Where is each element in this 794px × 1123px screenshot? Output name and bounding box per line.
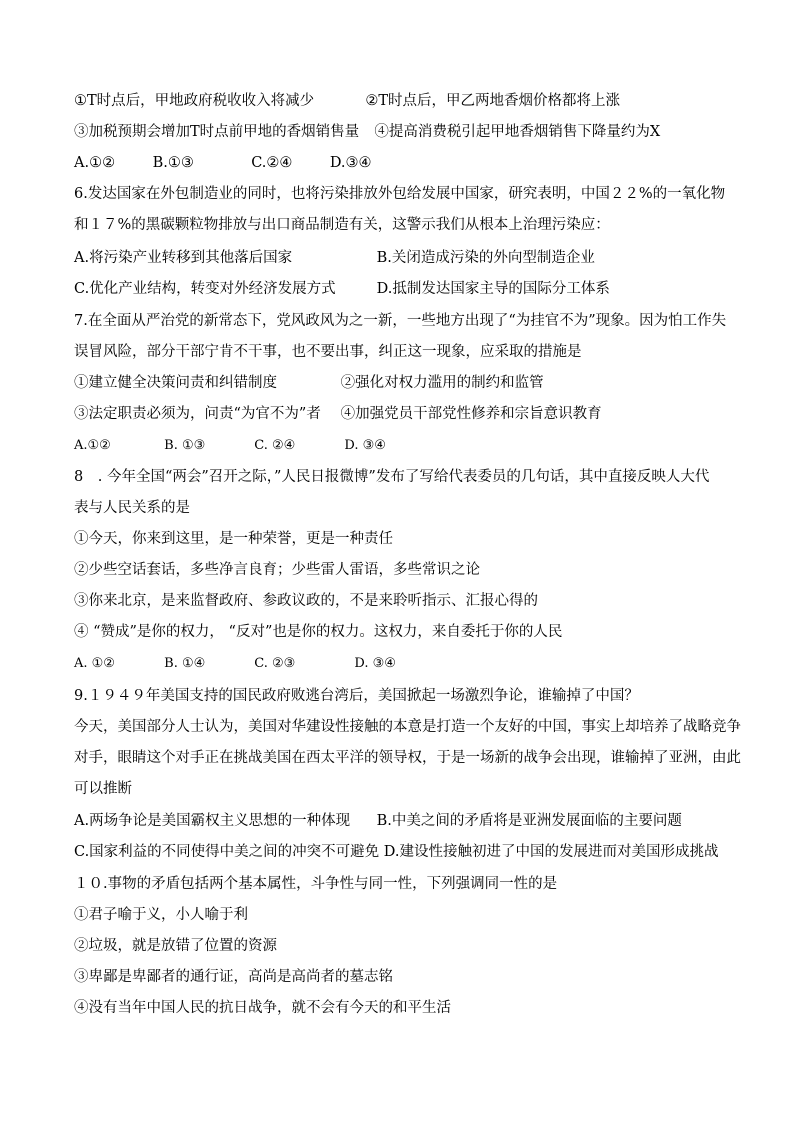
q7-stem-line-1: 7.在全面从严治党的新常态下，党风政风为之一新，一些地方出现了“为挂官不为”现象。因为怕工作失 xyxy=(74,313,727,329)
q7-answer-b: B. ①③ xyxy=(164,438,206,453)
q5-answer-d: D.③④ xyxy=(329,155,372,171)
q7-stem-line-2: 误冒风险，部分干部宁肯不干事，也不要出事，纠正这一现象，应采取的措施是 xyxy=(74,344,582,360)
q7-option-1: ①建立健全决策问责和纠错制度 xyxy=(74,375,277,391)
q7-options-row-2 xyxy=(74,404,602,424)
q7-option-2: ②强化对权力滥用的制约和监管 xyxy=(340,375,544,391)
q7-option-4: ④加强党员干部党性修养和宗旨意识教育 xyxy=(340,406,602,422)
q8-stem-line-2: 表与人民关系的是 xyxy=(74,500,190,516)
q5-answer-b: B.①③ xyxy=(152,155,194,171)
q5-option-1: ①T时点后，甲地政府税收收入将减少 xyxy=(74,93,315,109)
q7-answer-d: D. ③④ xyxy=(344,438,386,453)
q8-option-4: ④ “赞成”是你的权力， “反对”也是你的权力。这权力，来自委托于你的人民 xyxy=(74,624,563,640)
q5-option-3: ③加税预期会增加T时点前甲地的香烟销售量 xyxy=(74,124,360,140)
q8-stem-line-1: 8 . 今年全国“两会”召开之际，”人民日报微博”发布了写给代表委员的几句话，其中直接反映人大代 xyxy=(74,469,710,485)
q6-option-c: C.优化产业结构，转变对外经济发展方式 xyxy=(74,281,336,297)
q7-answer-a: A.①② xyxy=(74,438,111,453)
q9-stem-line-2: 今天，美国部分人士认为，美国对华建设性接触的本意是打造一个友好的中国，事实上却培养了战略竞争 xyxy=(74,719,741,735)
q8-answers xyxy=(74,654,396,674)
q5-options-row-2 xyxy=(74,122,660,142)
q5-answer-a: A.①② xyxy=(74,155,116,171)
q8-answer-a: A. ①② xyxy=(74,656,115,671)
q6-options-row-2 xyxy=(74,279,610,299)
q8-answer-d: D. ③④ xyxy=(354,656,396,671)
q8-option-2: ②少些空话套话，多些净言良育；少些雷人雷语，多些常识之论 xyxy=(74,562,480,578)
q5-option-4: ④提高消费税引起甲地香烟销售下降量约为X xyxy=(374,124,661,140)
q5-option-2: ②T时点后，甲乙两地香烟价格都将上涨 xyxy=(365,93,621,109)
q9-option-d: D.建设性接触初进了中国的发展进而对美国形成挑战 xyxy=(383,844,719,860)
q9-option-c: C.国家利益的不同使得中美之间的冲突不可避免 xyxy=(74,844,380,860)
q5-options-row-1 xyxy=(74,91,620,111)
q6-option-b: B.关闭造成污染的外向型制造企业 xyxy=(376,250,595,266)
q10-option-4: ④没有当年中国人民的抗日战争，就不会有今天的和平生活 xyxy=(74,1000,451,1016)
q5-answer-c: C.②④ xyxy=(251,155,293,171)
q8-answer-b: B. ①④ xyxy=(164,656,206,671)
q9-options-row-2 xyxy=(74,842,719,862)
q5-answers xyxy=(74,153,372,173)
q7-options-row-1 xyxy=(74,373,544,393)
q10-option-2: ②垃圾，就是放错了位置的资源 xyxy=(74,938,277,954)
q9-option-a: A.两场争论是美国霸权主义思想的一种体现 xyxy=(74,813,351,829)
q10-option-1: ①君子喻于义，小人喻于利 xyxy=(74,907,248,923)
q9-option-b: B.中美之间的矛盾将是亚洲发展面临的主要问题 xyxy=(376,813,682,829)
q7-answers xyxy=(74,436,386,456)
q6-option-d: D.抵制发达国家主导的国际分工体系 xyxy=(376,281,610,297)
q9-stem-line-4: 可以推断 xyxy=(74,781,132,797)
q8-option-3: ③你来北京，是来监督政府、参政议政的，不是来聆听指示、汇报心得的 xyxy=(74,593,538,609)
q7-answer-c: C. ②④ xyxy=(254,438,296,453)
q8-option-1: ①今天，你来到这里，是一种荣誉，更是一种责任 xyxy=(74,531,393,547)
q10-stem: １０.事物的矛盾包括两个基本属性，斗争性与同一性，下列强调同一性的是 xyxy=(74,876,558,892)
q9-stem-line-1: 9.１９４９年美国支持的国民政府败逃台湾后，美国掀起一场激烈争论，谁输掉了中国？ xyxy=(74,688,639,704)
q8-answer-c: C. ②③ xyxy=(254,656,296,671)
q7-option-3: ③法定职责必须为，问责“为官不为”者 xyxy=(74,406,321,422)
q9-stem-line-3: 对手，眼睛这个对手正在挑战美国在西太平洋的领导权，于是一场新的战争会出现，谁输掉了亚洲，由此 xyxy=(74,750,741,766)
q6-stem-line-2: 和１７%的黑碳颗粒物排放与出口商品制造有关，这警示我们从根本上治理污染应： xyxy=(74,217,610,233)
q6-option-a: A.将污染产业转移到其他落后国家 xyxy=(74,250,293,266)
q10-option-3: ③卑鄙是卑鄙者的通行证，高尚是高尚者的墓志铭 xyxy=(74,969,393,985)
q6-options-row-1 xyxy=(74,248,595,268)
q6-stem-line-1: 6.发达国家在外包制造业的同时，也将污染排放外包给发展中国家，研究表明，中国２２%的一氧化物 xyxy=(74,186,726,202)
q9-options-row-1 xyxy=(74,811,682,831)
